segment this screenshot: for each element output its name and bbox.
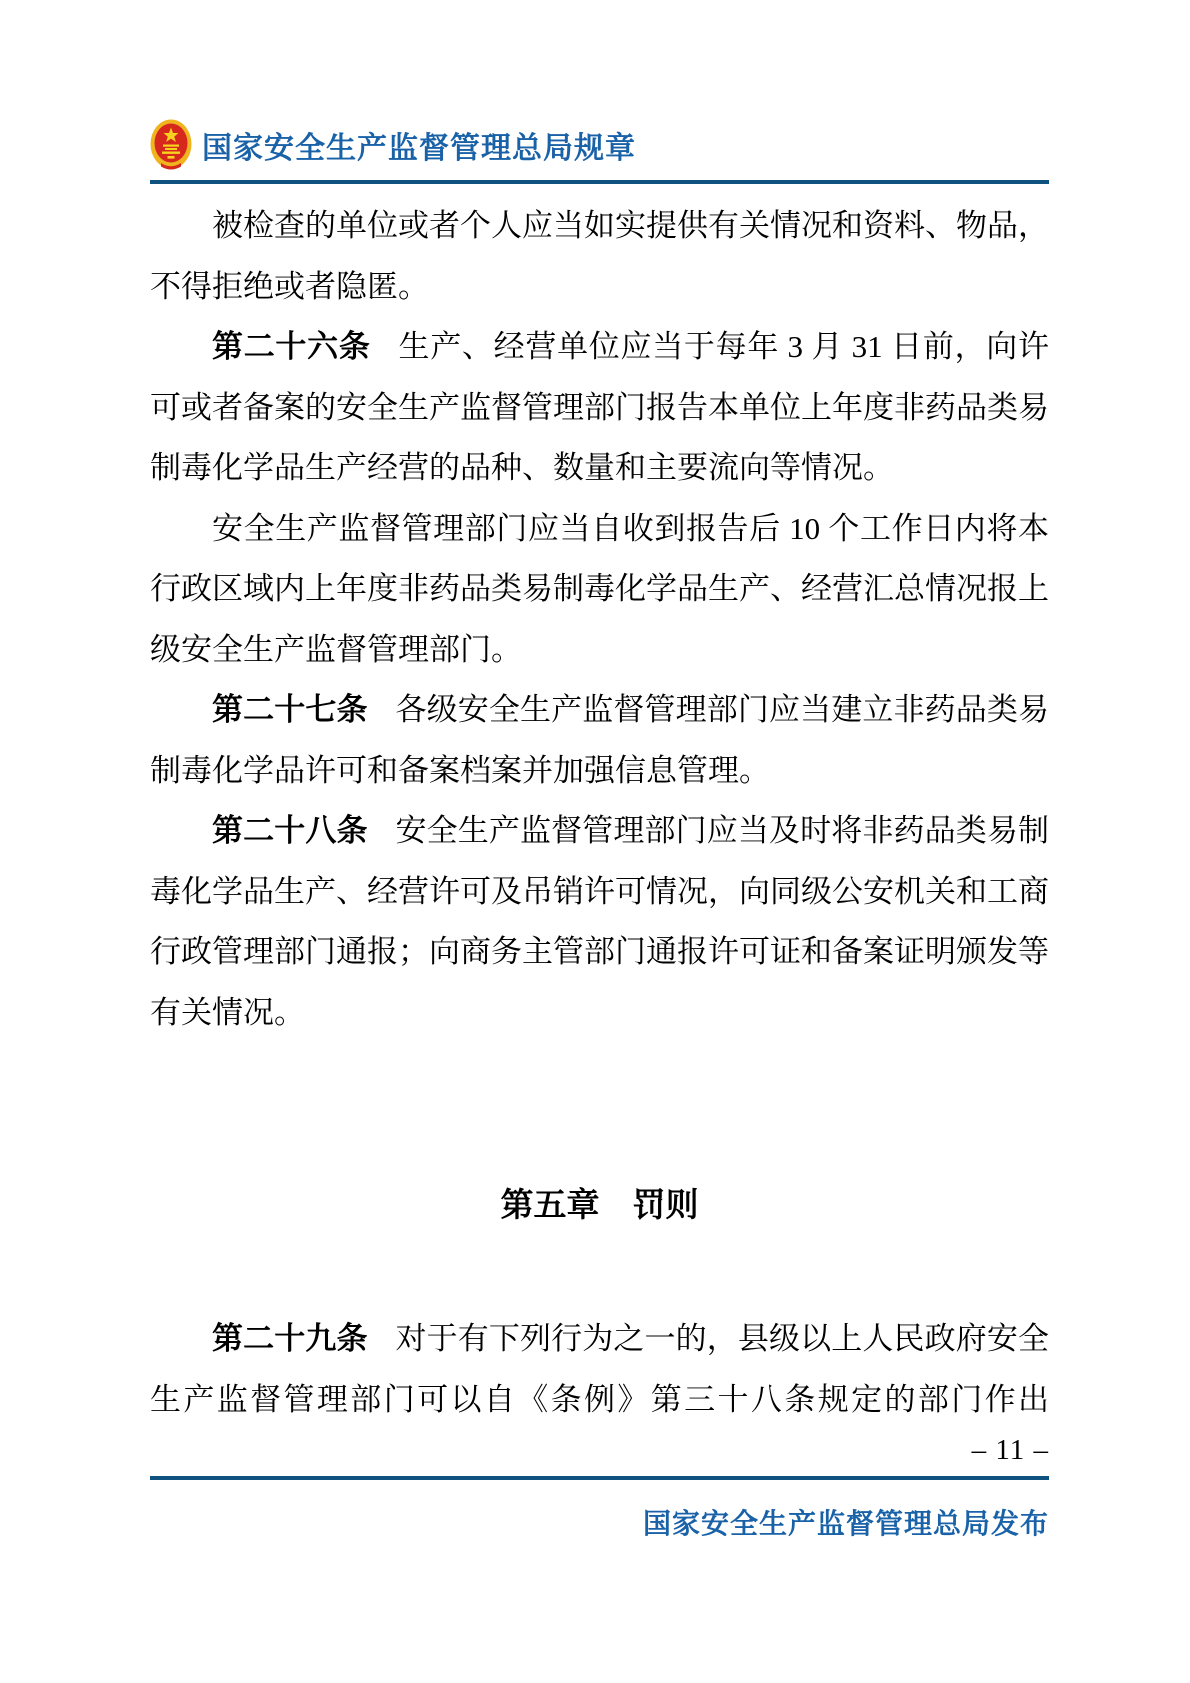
- publisher-line: 国家安全生产监督管理总局发布: [642, 1508, 1049, 1539]
- document-body: [150, 196, 1049, 1430]
- article-number: 第二十六条: [212, 329, 371, 364]
- paragraph-text: 安全生产监督管理部门应当及时将非药品类易制毒化学品生产、经营许可及吊销许可情况，向同级公安机关和工商行政管理部门通报；向商务主管部门通报许可证和备案证明颁发等有关情况。: [150, 813, 1050, 1030]
- paragraph-text: 生产、经营单位应当于每年 3 月 31 日前，向许可或者备案的安全生产监督管理部门报告本单位上年度非药品类易制毒化学品生产经营的品种、数量和主要流向等情况。: [150, 329, 1050, 485]
- article-number: 第二十八条: [212, 813, 368, 848]
- header-title: 国家安全生产监督管理总局规章: [202, 132, 636, 165]
- footer-divider: [150, 1476, 1049, 1480]
- paragraph: [150, 680, 1049, 801]
- paragraph: [150, 1309, 1049, 1430]
- paragraph: [150, 196, 1049, 317]
- paragraph-text: 对于有下列行为之一的，县级以上人民政府安全生产监督管理部门可以自《条例》第三十八条规定的部门作出: [150, 1321, 1050, 1417]
- paragraph-text: 各级安全生产监督管理部门应当建立非药品类易制毒化学品许可和备案档案并加强信息管理。: [150, 692, 1050, 788]
- page-number: – 11 –: [971, 1434, 1049, 1466]
- chapter-heading: 第五章 罚则: [500, 1186, 699, 1223]
- article-number: 第二十七条: [212, 692, 368, 727]
- paragraph: [150, 801, 1049, 1043]
- paragraph: [150, 317, 1049, 499]
- article-number: 第二十九条: [212, 1321, 368, 1356]
- china-national-emblem-icon: [150, 119, 192, 171]
- document-header: [150, 118, 1049, 172]
- paragraph-text: 被检查的单位或者个人应当如实提供有关情况和资料、物品，不得拒绝或者隐匿。: [150, 208, 1049, 304]
- header-divider: [150, 180, 1049, 184]
- paragraph-text: 安全生产监督管理部门应当自收到报告后 10 个工作日内将本行政区域内上年度非药品类易制毒化学品生产、经营汇总情况报上级安全生产监督管理部门。: [150, 510, 1049, 667]
- paragraph: [150, 499, 1049, 681]
